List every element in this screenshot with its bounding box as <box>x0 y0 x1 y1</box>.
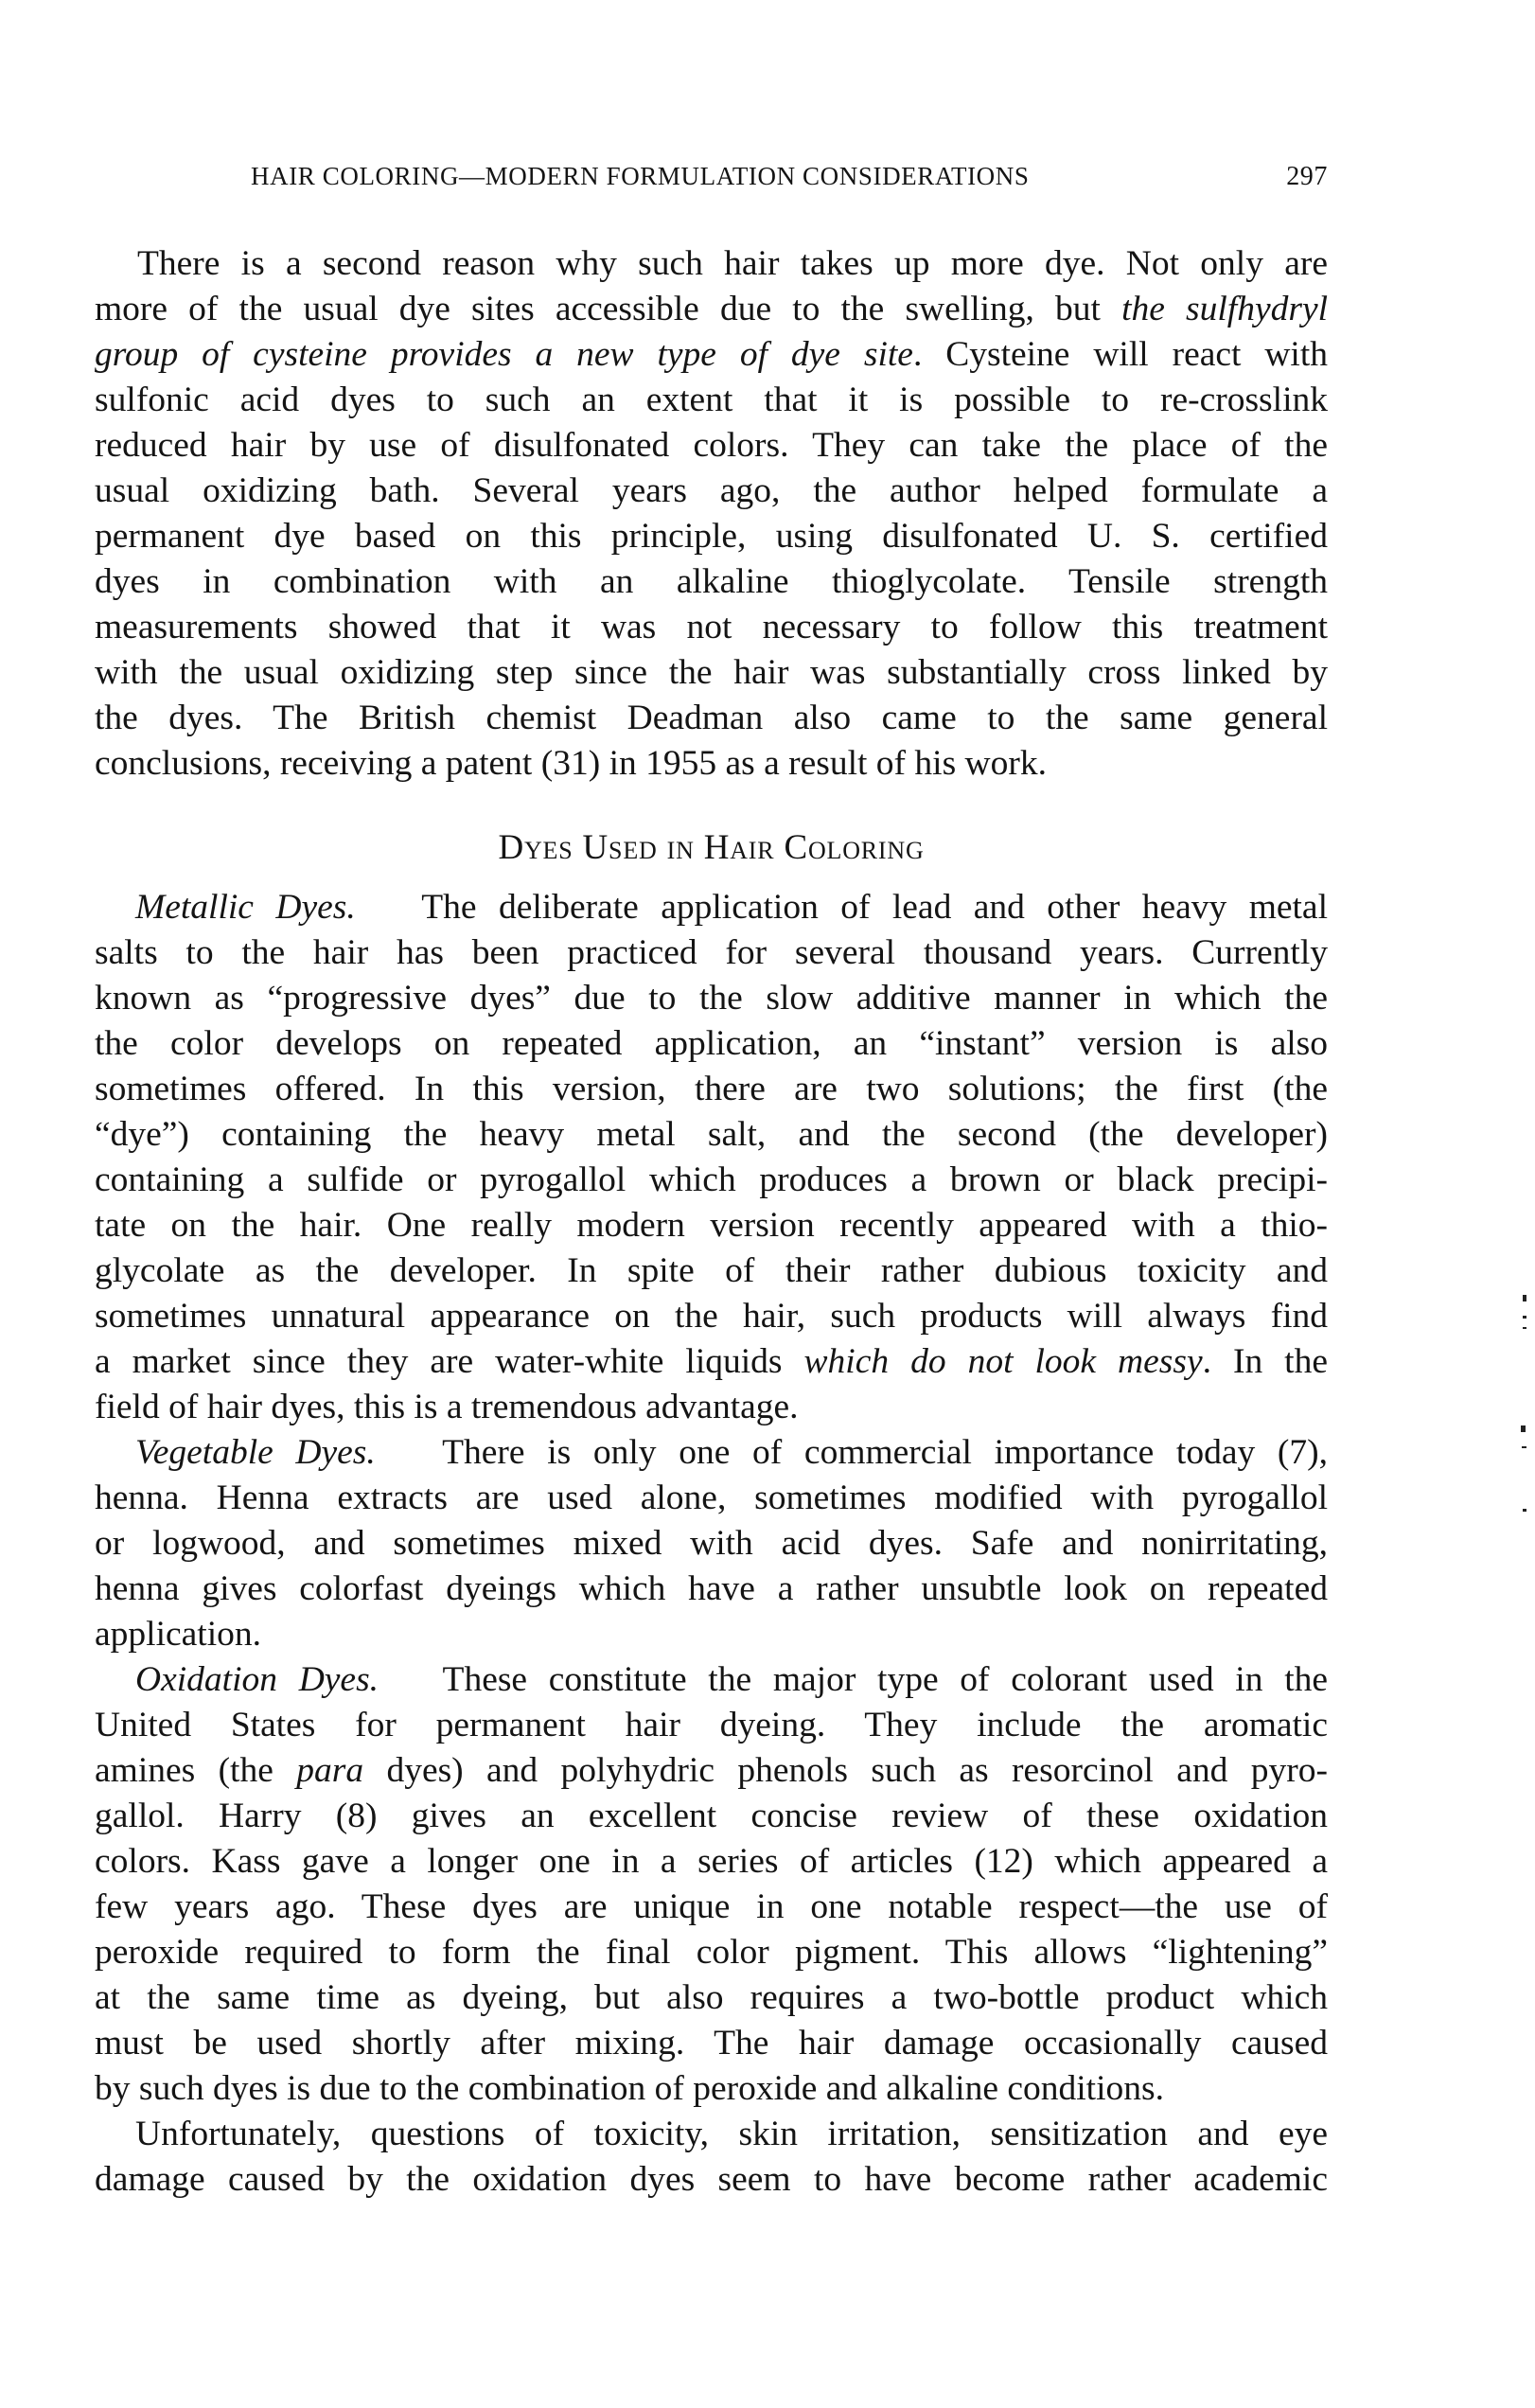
text-line: “dye”) containing the heavy metal salt, and the second (the developer) <box>95 1115 1328 1154</box>
text-line: colors. Kass gave a longer one in a series of articles (12) which appeared a <box>95 1842 1328 1881</box>
paragraph-second-reason <box>95 241 1328 787</box>
run-in-heading: Metallic Dyes. <box>135 888 356 927</box>
emphasis-text: para <box>296 1751 364 1790</box>
text-line: measurements showed that it was not necessary to follow this treatment <box>95 608 1328 646</box>
text-line: dyes in combination with an alkaline thioglycolate. Tensile strength <box>95 562 1328 601</box>
text-line: henna. Henna extracts are used alone, sometimes modified with pyrogallol <box>95 1478 1328 1517</box>
scan-speck <box>1523 1316 1526 1319</box>
page-number: 297 <box>1286 162 1328 191</box>
run-in-heading: Oxidation Dyes. <box>135 1660 379 1699</box>
text-line: with the usual oxidizing step since the hair was substantially cross linked by <box>95 653 1328 692</box>
text-line: amines (the para dyes) and polyhydric phenols such as resorcinol and pyro- <box>95 1751 1329 1790</box>
text-line: a market since they are water-white liquids which do not look messy. In the <box>95 1342 1328 1381</box>
text-line: Metallic Dyes. The deliberate application of lead and other heavy metal <box>135 888 1328 927</box>
text-line: by such dyes is due to the combination of peroxide and alkaline conditions. <box>95 2069 1164 2108</box>
paragraph-metallic-dyes <box>95 885 1328 2203</box>
running-head <box>95 162 1328 194</box>
text-line: known as “progressive dyes” due to the slow additive manner in which the <box>95 979 1328 1018</box>
text-line: few years ago. These dyes are unique in one notable respect—the use of <box>95 1887 1328 1926</box>
text-line: conclusions, receiving a patent (31) in 1955 as a result of his work. <box>95 744 1047 783</box>
emphasis-text: the sulfhydryl <box>1121 290 1329 328</box>
text-line: There is a second reason why such hair takes up more dye. Not only are <box>137 244 1328 283</box>
text-line: the dyes. The British chemist Deadman also came to the same general <box>95 699 1328 737</box>
text-line: tate on the hair. One really modern version recently appeared with a thio- <box>95 1206 1328 1245</box>
text-line: containing a sulfide or pyrogallol which produces a brown or black precipi- <box>95 1160 1328 1199</box>
text-line: henna gives colorfast dyeings which have a rather unsubtle look on repeated <box>95 1569 1328 1608</box>
scan-speck <box>1522 1446 1526 1448</box>
text-line: more of the usual dye sites accessible due to the swelling, but the sulfhydryl <box>95 290 1329 328</box>
text-line: damage caused by the oxidation dyes seem to have become rather academic <box>95 2160 1328 2199</box>
text-line: sometimes unnatural appearance on the hair, such products will always find <box>95 1297 1328 1336</box>
text-line: peroxide required to form the final color pigment. This allows “lightening” <box>95 1933 1328 1972</box>
text-line: sulfonic acid dyes to such an extent that it is possible to re-crosslink <box>95 381 1328 419</box>
run-in-heading: Vegetable Dyes. <box>135 1433 376 1472</box>
text-line: Vegetable Dyes. There is only one of commercial importance today (7), <box>135 1433 1329 1472</box>
text-line: glycolate as the developer. In spite of their rather dubious toxicity and <box>95 1251 1328 1290</box>
scan-speck <box>1523 1509 1526 1512</box>
text-line: sometimes offered. In this version, there are two solutions; the first (the <box>95 1070 1328 1108</box>
scan-speck <box>1521 1425 1526 1432</box>
emphasis-text: group of cysteine provides a new type of dye site <box>95 335 913 374</box>
text-line: group of cysteine provides a new type of dye site. Cysteine will react with <box>95 335 1329 374</box>
text-line: the color develops on repeated application, an “instant” version is also <box>95 1024 1328 1063</box>
text-line: usual oxidizing bath. Several years ago, the author helped formulate a <box>95 471 1328 510</box>
running-head-title: HAIR COLORING—MODERN FORMULATION CONSIDERATIONS <box>251 162 1030 190</box>
text-line: at the same time as dyeing, but also requires a two-bottle product which <box>95 1978 1328 2017</box>
text-line: Unfortunately, questions of toxicity, skin irritation, sensitization and eye <box>135 2115 1328 2153</box>
text-line: permanent dye based on this principle, using disulfonated U. S. certified <box>95 517 1328 556</box>
text-line: gallol. Harry (8) gives an excellent concise review of these oxidation <box>95 1797 1328 1835</box>
scan-speck <box>1523 1295 1526 1301</box>
text-line: must be used shortly after mixing. The hair damage occasionally caused <box>95 2024 1328 2063</box>
text-line: application. <box>95 1615 261 1654</box>
text-line: salts to the hair has been practiced for several thousand years. Currently <box>95 933 1328 972</box>
text-line: Oxidation Dyes. These constitute the major type of colorant used in the <box>135 1660 1329 1699</box>
text-line: reduced hair by use of disulfonated colors. They can take the place of the <box>95 426 1328 465</box>
text-line: field of hair dyes, this is a tremendous advantage. <box>95 1388 799 1426</box>
emphasis-text: which do not look messy <box>803 1342 1203 1381</box>
section-heading: Dyes Used in Hair Coloring <box>498 828 925 867</box>
scan-speck <box>1523 1327 1526 1329</box>
text-line: United States for permanent hair dyeing. They include the aromatic <box>95 1706 1328 1744</box>
text-line: or logwood, and sometimes mixed with acid dyes. Safe and nonirritating, <box>95 1524 1328 1563</box>
